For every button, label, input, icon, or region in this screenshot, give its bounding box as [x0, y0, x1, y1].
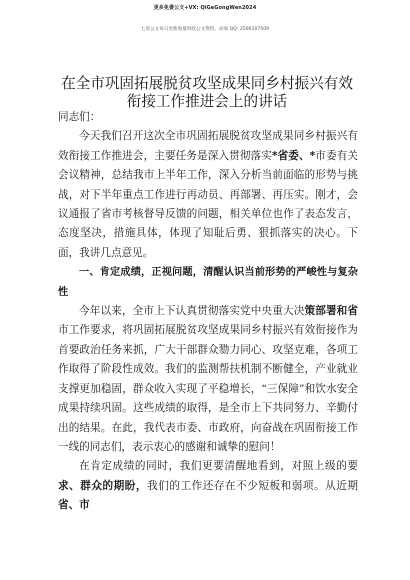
section-heading-1: 一、肯定成绩，正视问题，清醒认识当前形势的严峻性与复杂性: [58, 267, 358, 298]
title-line-1: 在全市巩固拓展脱贫攻坚成果同乡村振兴有效: [61, 75, 353, 92]
paragraph-1-text-b: 市委有关会议精神，总结我市上半年工作，深入分析当前面临的形势与挑战，对下半年重点工作进行再动员、再部署、再压实。刚才，会议通报了省市考核督导反馈的问题，相关单位也作了表态发言，态度坚决，措施具体，体现了知耻后勇、狠抓落实的决心。下面，我讲几点意见。: [58, 149, 359, 259]
greeting: 同志们：: [58, 111, 101, 123]
paragraph-3-text-a: 在肯定成绩的同时，我们更要清醒地看到，对照上级的要: [79, 460, 358, 473]
paragraph-1: [58, 127, 358, 263]
top-banner: 更多免费公文+VX: QiGeGongWen2024: [153, 5, 257, 11]
notice-line: 七哥公文每日更新海量时政公文资料，添加 QQ: 2590107509: [140, 27, 270, 32]
document-body: [58, 108, 358, 516]
paragraph-3-text-b: 我们的工作还存在不少短板和弱项。从近期: [147, 479, 359, 492]
paragraph-2-text-a: 今年以来，全市上下认真贯彻落实党中央重大决: [79, 305, 305, 318]
document-title: [48, 75, 366, 111]
paragraph-3-bold-a: 求、群众的期盼，: [58, 479, 148, 492]
paragraph-1-bold: *省委、*: [271, 149, 316, 162]
paragraph-2-text-b: 市工作要求，将巩固拓展脱贫攻坚成果同乡村振兴有效衔接作为首要政治任务来抓，广大干部群众勠力同心、攻坚克难，各项工作取得了阶段性成效。我们的监测帮扶机制不断健全，产业就业支撑更加稳固，群众收入实现了平稳增长，“三保障”和饮水安全成果持续巩固。这些成绩的取得，是全市上下共同努力、辛勤付出的结果。在此，我代表市委、市政府，向奋战在巩固衔接工作一线的同志们，表示衷心的感谢和诚挚的慰问！: [58, 324, 358, 453]
paragraph-1-text-a: 今天我们召开这次全市巩固拓展脱贫攻坚成果同乡村振兴有效衔接工作推进会，主要任务是深入贯彻落实: [58, 130, 358, 162]
title-line-2: 衔接工作推进会上的讲话: [126, 93, 288, 110]
paragraph-3-bold-b: 省、市: [58, 499, 90, 512]
paragraph-2-bold: 策部署和省: [304, 305, 359, 318]
paragraph-2: [58, 302, 358, 457]
paragraph-3: [58, 457, 358, 515]
